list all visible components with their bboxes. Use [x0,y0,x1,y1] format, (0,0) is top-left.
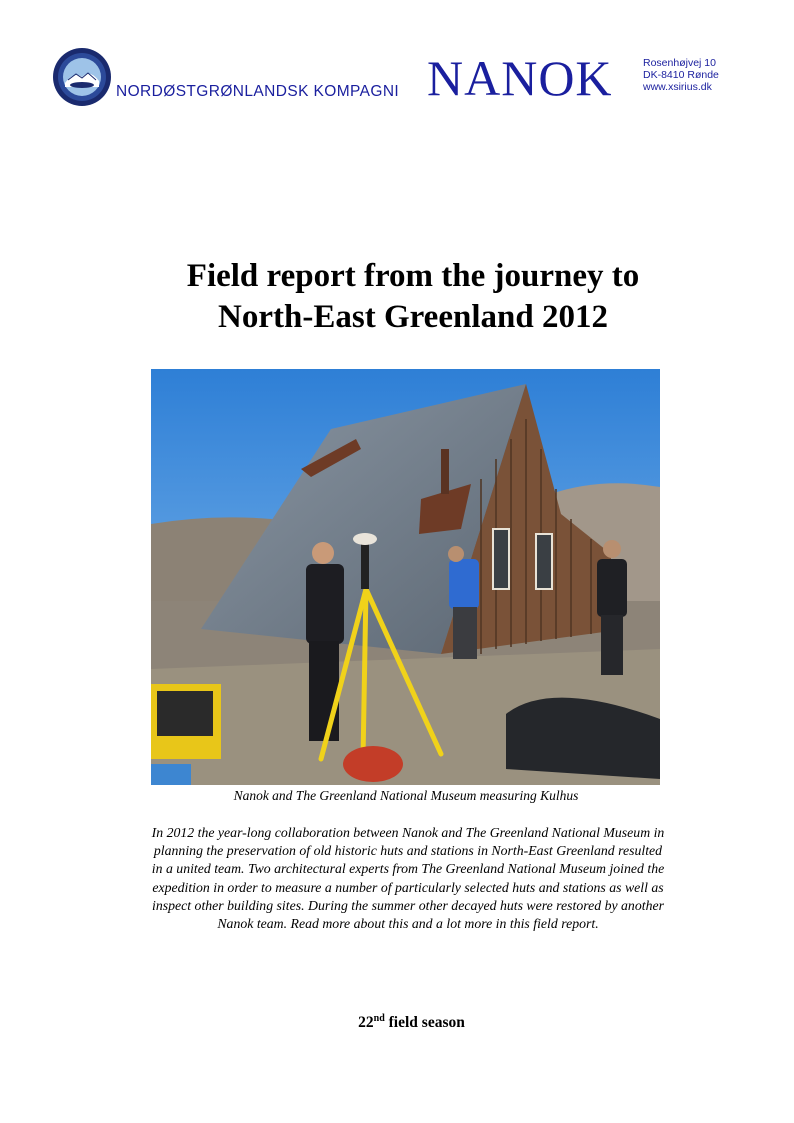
title-line-2: North-East Greenland 2012 [218,299,608,335]
address-block [643,57,719,93]
field-season [0,1013,794,1032]
title-line-1: Field report from the journey to [186,258,640,294]
letterhead [0,0,794,110]
street-address: Rosenhøjvej 10 [643,57,716,69]
season-number: 22 [358,1014,374,1031]
postal-address: DK-8410 Rønde [643,69,719,81]
nanok-emblem-icon [52,47,112,107]
season-label: field season [384,1014,465,1031]
hut-measurement-image [151,369,660,785]
brand-wordmark: NANOK [427,50,613,106]
season-suffix: nd [373,1013,385,1024]
company-name: NORDØSTGRØNLANDSK KOMPAGNI [116,83,400,100]
website-link[interactable]: www.xsirius.dk [643,81,712,93]
intro-paragraph: In 2012 the year-long collaboration between Nanok and The Greenland National Museum in planning the preservation of old historic huts and stations in North-East Greenland resulted in a united team. Two architectural experts from The Greenland National Museum joined the expedition in order to measure a number of particularly selected huts and stations as well as inspect other building sites. During the summer other decayed huts were restored by another Nanok team. Read more about this and a lot more in this field report. [151,825,665,932]
field-photo [151,369,660,785]
report-title [0,256,794,338]
photo-caption: Nanok and The Greenland National Museum measuring Kulhus [233,788,579,803]
